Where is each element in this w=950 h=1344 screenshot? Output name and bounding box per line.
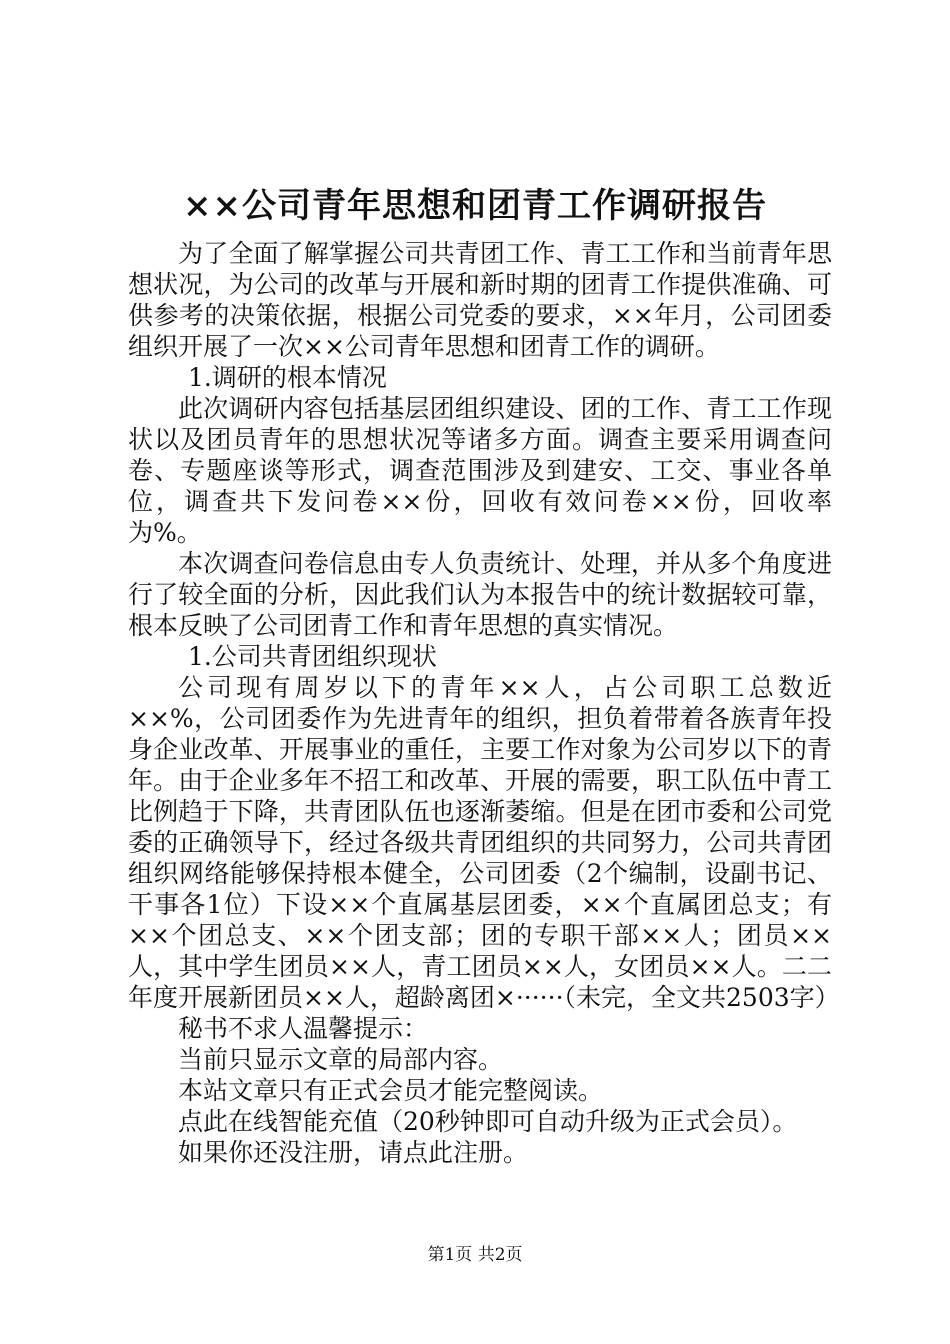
section-heading-basic-situation: 1.调研的根本情况 <box>188 363 387 392</box>
survey-content-paragraph: 此次调研内容包括基层团组织建设、团的工作、青工工作现状以及团员青年的思想状况等诸多方面。调查主要采用调查问卷、专题座谈等形式，调查范围涉及到建安、工交、事业各单位，调查共下发问卷××份，回收有效问卷××份，回收率为%。 <box>128 394 832 547</box>
document-title: ××公司青年思想和团青工作调研报告 <box>183 186 767 226</box>
document-body <box>128 238 840 1168</box>
notice-title: 秘书不求人温馨提示： <box>178 1014 429 1043</box>
intro-paragraph: 为了全面了解掌握公司共青团工作、青工工作和当前青年思想状况，为公司的改革与开展和新时期的团青工作提供准确、可供参考的决策依据，根据公司党委的要求，××年月，公司团委组织开展了一次××公司青年思想和团青工作的调研。 <box>128 239 832 361</box>
page-indicator: 第1页 共2页 <box>427 1245 523 1265</box>
register-link[interactable]: 如果你还没注册，请点此注册。 <box>178 1138 529 1167</box>
notice-partial-content: 当前只显示文章的局部内容。 <box>178 1045 504 1074</box>
section-heading-organization-status: 1.公司共青团组织现状 <box>188 642 437 671</box>
organization-status-paragraph: 公司现有周岁以下的青年××人，占公司职工总数近××%，公司团委作为先进青年的组织，担负着带着各族青年投身企业改革、开展事业的重任，主要工作对象为公司岁以下的青年。由于企业多年不招工和改革、开展的需要，职工队伍中青工比例趋于下降，共青团队伍也逐渐萎缩。但是在团市委和公司党委的正确领导下，经过各级共青团组织的共同努力，公司共青团组织网络能够保持根本健全，公司团委（2个编制，设副书记、干事各1位）下设××个直属基层团委，××个直属团总支；有××个团总支、××个团支部；团的专职干部××人；团员××人，其中学生团员××人，青工团员××人，女团员××人。二二年度开展新团员××人，超龄离团×······（未完，全文共2503字） <box>128 673 840 1012</box>
recharge-link[interactable]: 点此在线智能充值（20秒钟即可自动升级为正式会员）。 <box>178 1107 798 1136</box>
notice-members-only: 本站文章只有正式会员才能完整阅读。 <box>178 1076 604 1105</box>
survey-analysis-paragraph: 本次调查问卷信息由专人负责统计、处理，并从多个角度进行了较全面的分析，因此我们认为本报告中的统计数据较可靠，根本反映了公司团青工作和青年思想的真实情况。 <box>128 549 832 640</box>
